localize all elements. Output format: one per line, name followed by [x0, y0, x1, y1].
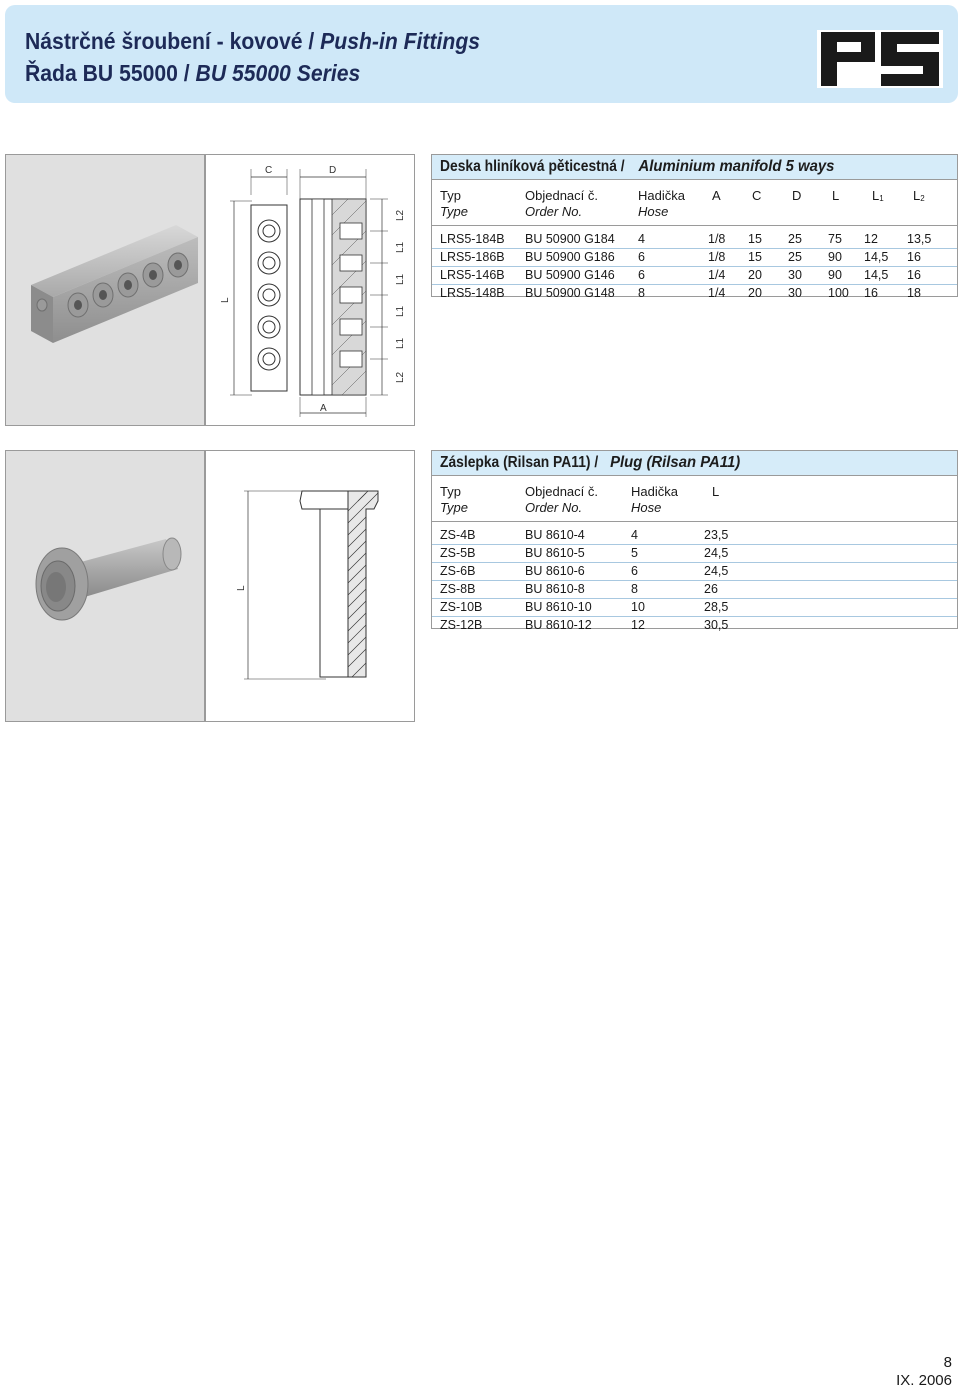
- cell-l: 24,5: [704, 546, 729, 560]
- plug-rows: [432, 527, 957, 634]
- cell-l: 75: [828, 232, 842, 246]
- col-header-hadicka: Hadička: [638, 188, 685, 203]
- cell-order: BU 50900 G184: [525, 232, 615, 246]
- table-row: [432, 527, 957, 545]
- cell-l2: 13,5: [907, 232, 932, 246]
- col-header-l2: $L_2$: [913, 188, 925, 203]
- cell-l2: 16: [907, 250, 921, 264]
- cell-hose: 10: [631, 600, 645, 614]
- cell-order: BU 50900 G186: [525, 250, 615, 264]
- page-footer: [896, 1354, 952, 1390]
- cell-type: LRS5-186B: [440, 250, 505, 264]
- cell-order: BU 50900 G148: [525, 286, 615, 300]
- cell-order: BU 50900 G146: [525, 268, 615, 282]
- cell-c: 15: [748, 232, 762, 246]
- dim-label-l2-top: L2: [395, 209, 406, 221]
- table-row: [432, 285, 957, 302]
- table-row: [432, 267, 957, 285]
- cell-l1: 16: [864, 286, 878, 300]
- plug-table: [431, 450, 958, 632]
- page-title-line-2: Řada BU 55000 / BU 55000 Series: [25, 60, 361, 86]
- cell-l: 23,5: [704, 528, 729, 542]
- col-header-type: Type: [440, 204, 468, 219]
- col-header-l1: $L_1$: [872, 188, 884, 203]
- plug-col-header-hose: Hose: [631, 500, 662, 515]
- cell-hose: 8: [638, 286, 645, 300]
- cell-type: ZS-10B: [440, 600, 483, 614]
- cell-type: ZS-6B: [440, 564, 476, 578]
- cell-l1: 12: [864, 232, 878, 246]
- manifold-photo: [5, 154, 205, 426]
- cell-type: ZS-5B: [440, 546, 476, 560]
- cell-type: ZS-12B: [440, 618, 483, 632]
- cell-a: 1/8: [708, 232, 726, 246]
- cell-l2: 16: [907, 268, 921, 282]
- cell-hose: 8: [631, 582, 638, 596]
- plug-dim-label-l: L: [236, 585, 247, 591]
- dim-label-l1-4: L1: [395, 337, 406, 349]
- manifold-rows: [432, 231, 957, 302]
- cell-c: 20: [748, 268, 762, 282]
- plug-col-header-hadicka: Hadička: [631, 484, 678, 499]
- cell-hose: 4: [631, 528, 638, 542]
- cell-type: LRS5-148B: [440, 286, 505, 300]
- manifold-photo-illustration: [6, 155, 204, 425]
- dim-label-a: A: [320, 403, 327, 414]
- dim-label-c: C: [265, 165, 273, 176]
- cell-order: BU 8610-4: [525, 528, 585, 542]
- cell-d: 30: [788, 286, 802, 300]
- cell-hose: 6: [638, 268, 645, 282]
- table-row: [432, 617, 957, 634]
- plug-header-row-en: [432, 500, 957, 518]
- cell-order: BU 8610-5: [525, 546, 585, 560]
- plug-header-row-cz: [432, 482, 957, 500]
- page-header: [5, 5, 958, 103]
- manifold-header-row-en: [432, 204, 957, 222]
- cell-hose: 12: [631, 618, 645, 632]
- col-header-c: C: [752, 188, 762, 203]
- plug-col-header-l: L: [712, 484, 720, 499]
- table-row: [432, 599, 957, 617]
- dim-label-l1-3: L1: [395, 305, 406, 317]
- plug-col-header-order: Order No.: [525, 500, 583, 515]
- plug-col-header-type: Type: [440, 500, 468, 515]
- cell-c: 20: [748, 286, 762, 300]
- cell-order: BU 8610-10: [525, 600, 592, 614]
- cell-a: 1/4: [708, 286, 726, 300]
- cell-l: 28,5: [704, 600, 729, 614]
- manifold-header-row-cz: [432, 186, 957, 204]
- cell-l: 26: [704, 582, 718, 596]
- cell-type: ZS-8B: [440, 582, 476, 596]
- col-header-l: L: [832, 188, 840, 203]
- cell-l2: 18: [907, 286, 921, 300]
- page-title-line-1: Nástrčné šroubení - kovové / Push-in Fittings: [25, 28, 481, 54]
- col-header-a: A: [712, 188, 721, 203]
- cell-hose: 5: [631, 546, 638, 560]
- cell-a: 1/4: [708, 268, 726, 282]
- cell-d: 30: [788, 268, 802, 282]
- table-row: [432, 231, 957, 249]
- table-row: [432, 581, 957, 599]
- cell-order: BU 8610-12: [525, 618, 592, 632]
- manifold-table: [431, 154, 958, 300]
- cell-l: 90: [828, 250, 842, 264]
- table-row: [432, 563, 957, 581]
- col-header-d: D: [792, 188, 802, 203]
- cell-d: 25: [788, 232, 802, 246]
- dim-label-l1-1: L1: [395, 241, 406, 253]
- cell-l: 24,5: [704, 564, 729, 578]
- plug-title: Záslepka (Rilsan PA11) /Plug (Rilsan PA11): [432, 451, 957, 476]
- manifold-title: Deska hliníková pěticestná /Aluminium manifold 5 ways: [432, 155, 957, 180]
- pneu-logo: [817, 30, 943, 88]
- plug-technical-drawing: [205, 450, 415, 722]
- col-header-hose: Hose: [638, 204, 669, 219]
- cell-hose: 6: [638, 250, 645, 264]
- plug-photo-illustration: [6, 451, 204, 721]
- cell-l: 100: [828, 286, 849, 300]
- col-header-order: Order No.: [525, 204, 583, 219]
- cell-c: 15: [748, 250, 762, 264]
- manifold-technical-drawing: [205, 154, 415, 426]
- page-number: 8: [943, 1354, 952, 1371]
- cell-order: BU 8610-8: [525, 582, 585, 596]
- cell-l1: 14,5: [864, 250, 889, 264]
- plug-col-header-typ: Typ: [440, 484, 461, 499]
- col-header-typ: Typ: [440, 188, 461, 203]
- cell-a: 1/8: [708, 250, 726, 264]
- cell-type: ZS-4B: [440, 528, 476, 542]
- cell-d: 25: [788, 250, 802, 264]
- cell-hose: 4: [638, 232, 645, 246]
- cell-order: BU 8610-6: [525, 564, 585, 578]
- svg-text:neu: neu: [843, 68, 877, 88]
- cell-l: 30,5: [704, 618, 729, 632]
- table-row: [432, 249, 957, 267]
- table-row: [432, 545, 957, 563]
- dim-label-l1-2: L1: [395, 273, 406, 285]
- plug-col-header-objednaci: Objednací č.: [525, 484, 598, 499]
- plug-photo: [5, 450, 205, 722]
- cell-type: LRS5-146B: [440, 268, 505, 282]
- col-header-objednaci: Objednací č.: [525, 188, 598, 203]
- cell-l: 90: [828, 268, 842, 282]
- cell-hose: 6: [631, 564, 638, 578]
- page-date: IX. 2006: [896, 1372, 952, 1389]
- dim-label-d: D: [329, 165, 337, 176]
- cell-l1: 14,5: [864, 268, 889, 282]
- dim-label-l2-bottom: L2: [395, 371, 406, 383]
- cell-type: LRS5-184B: [440, 232, 505, 246]
- dim-label-l: L: [220, 297, 231, 303]
